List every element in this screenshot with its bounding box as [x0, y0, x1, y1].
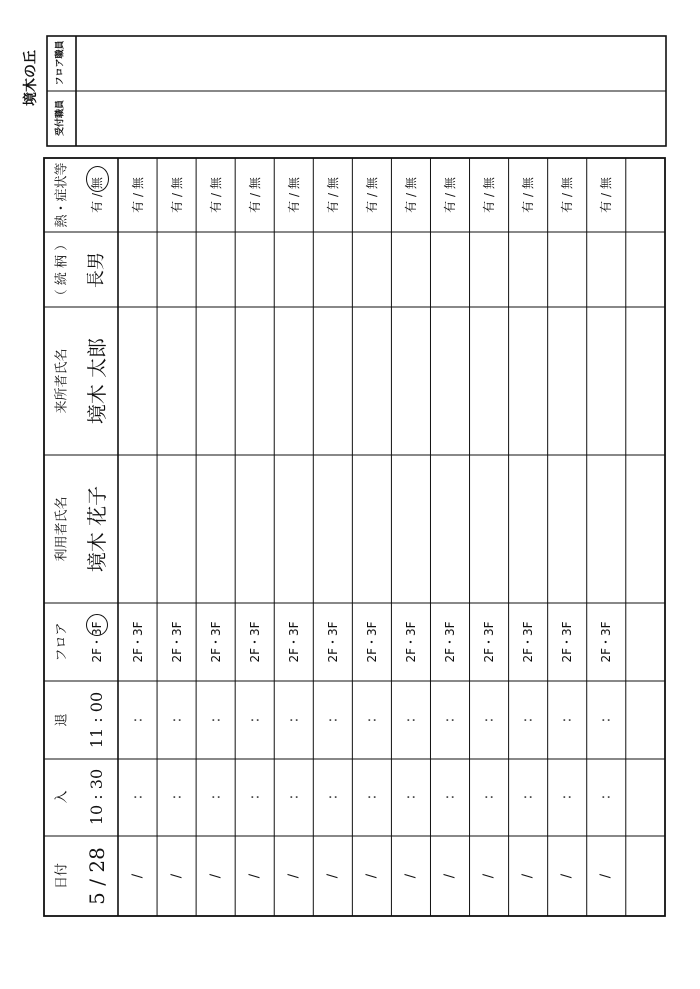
row-date[interactable]: /	[403, 873, 419, 879]
header-fever: 熱・症状等	[54, 162, 70, 228]
row-fever[interactable]: 有 / 無	[443, 177, 457, 213]
row-fever[interactable]: 有 / 無	[521, 177, 536, 213]
row-date[interactable]: /	[247, 873, 263, 879]
row-in-time[interactable]: :	[559, 794, 575, 800]
row-date[interactable]: /	[325, 873, 341, 879]
row-out-time[interactable]: :	[169, 717, 185, 723]
header-out: 退	[54, 713, 70, 727]
header-visitor-name: 来所者氏名	[54, 348, 70, 414]
row-in-time[interactable]: :	[403, 794, 419, 800]
row-floor[interactable]: 2F・3F	[325, 621, 340, 663]
row-fever[interactable]: 有 / 無	[325, 177, 340, 213]
row-floor[interactable]: 2F・3F	[443, 621, 457, 663]
header-date: 日付	[54, 862, 70, 890]
header-floor: フロア	[54, 622, 70, 662]
example-floor: 2F・3F	[90, 621, 104, 663]
row-out-time[interactable]: :	[403, 717, 419, 723]
row-floor[interactable]: 2F・3F	[403, 621, 418, 663]
example-out-time: 11 : 00	[87, 691, 106, 749]
header-in: 入	[54, 790, 70, 804]
row-date[interactable]: /	[208, 873, 224, 879]
row-out-time[interactable]: :	[520, 717, 536, 723]
row-in-time[interactable]: :	[442, 794, 458, 800]
row-out-time[interactable]: :	[247, 717, 263, 723]
example-floor-circle	[86, 614, 108, 636]
facility-name: 境木の丘	[23, 50, 39, 106]
floor-staff-label: フロア職員	[55, 40, 66, 86]
row-out-time[interactable]: :	[208, 717, 224, 723]
row-fever[interactable]: 有 / 無	[286, 177, 301, 213]
row-floor[interactable]: 2F・3F	[130, 621, 145, 663]
row-date[interactable]: /	[520, 873, 536, 879]
example-user-name: 境木 花子	[85, 485, 109, 573]
row-floor[interactable]: 2F・3F	[364, 621, 379, 663]
row-floor[interactable]: 2F・3F	[599, 621, 614, 663]
row-in-time[interactable]: :	[325, 794, 341, 800]
row-fever[interactable]: 有 / 無	[247, 177, 262, 213]
row-date[interactable]: /	[364, 873, 380, 879]
row-floor[interactable]: 2F・3F	[169, 621, 184, 663]
row-in-time[interactable]: :	[208, 794, 224, 800]
example-relation: 長男	[86, 252, 107, 288]
row-date[interactable]: /	[559, 873, 575, 879]
row-in-time[interactable]: :	[598, 794, 614, 800]
row-fever[interactable]: 有 / 無	[364, 177, 379, 213]
row-out-time[interactable]: :	[286, 717, 302, 723]
row-out-time[interactable]: :	[442, 717, 458, 723]
row-out-time[interactable]: :	[481, 717, 497, 723]
row-out-time[interactable]: :	[559, 717, 575, 723]
row-fever[interactable]: 有 / 無	[169, 177, 184, 213]
row-date[interactable]: /	[169, 873, 185, 879]
row-fever[interactable]: 有 / 無	[130, 177, 145, 213]
row-floor[interactable]: 2F・3F	[482, 621, 497, 663]
row-in-time[interactable]: :	[481, 794, 497, 800]
row-in-time[interactable]: :	[520, 794, 536, 800]
row-fever[interactable]: 有 / 無	[599, 177, 614, 213]
row-out-time[interactable]: :	[130, 717, 146, 723]
row-fever[interactable]: 有 / 無	[403, 177, 418, 213]
example-fever-circle	[86, 166, 109, 192]
row-date[interactable]: /	[286, 873, 302, 879]
example-in-time: 10 : 30	[87, 768, 106, 826]
row-in-time[interactable]: :	[247, 794, 263, 800]
reception-staff-label: 受付職員	[55, 99, 66, 137]
example-visitor-name: 境木 太郎	[85, 337, 109, 425]
row-in-time[interactable]: :	[286, 794, 302, 800]
example-date: 5 / 28	[85, 847, 109, 905]
row-date[interactable]: /	[130, 873, 146, 879]
row-out-time[interactable]: :	[364, 717, 380, 723]
row-fever[interactable]: 有 / 無	[560, 177, 575, 213]
row-date[interactable]: /	[442, 873, 458, 879]
row-floor[interactable]: 2F・3F	[208, 621, 223, 663]
row-floor[interactable]: 2F・3F	[560, 621, 575, 663]
row-in-time[interactable]: :	[169, 794, 185, 800]
row-out-time[interactable]: :	[598, 717, 614, 723]
row-date[interactable]: /	[598, 873, 614, 879]
row-floor[interactable]: 2F・3F	[521, 621, 536, 663]
row-floor[interactable]: 2F・3F	[247, 621, 262, 663]
row-in-time[interactable]: :	[130, 794, 146, 800]
row-floor[interactable]: 2F・3F	[286, 621, 301, 663]
row-out-time[interactable]: :	[325, 717, 341, 723]
row-in-time[interactable]: :	[364, 794, 380, 800]
row-fever[interactable]: 有 / 無	[482, 177, 497, 213]
example-fever: 有 / 無	[90, 177, 104, 213]
row-fever[interactable]: 有 / 無	[208, 177, 223, 213]
staff-signature-box	[47, 36, 666, 146]
header-user-name: 利用者氏名	[54, 496, 70, 562]
header-relation: （ 続 柄 ）	[54, 237, 70, 303]
visitor-log-table	[44, 158, 665, 916]
row-date[interactable]: /	[481, 873, 497, 879]
